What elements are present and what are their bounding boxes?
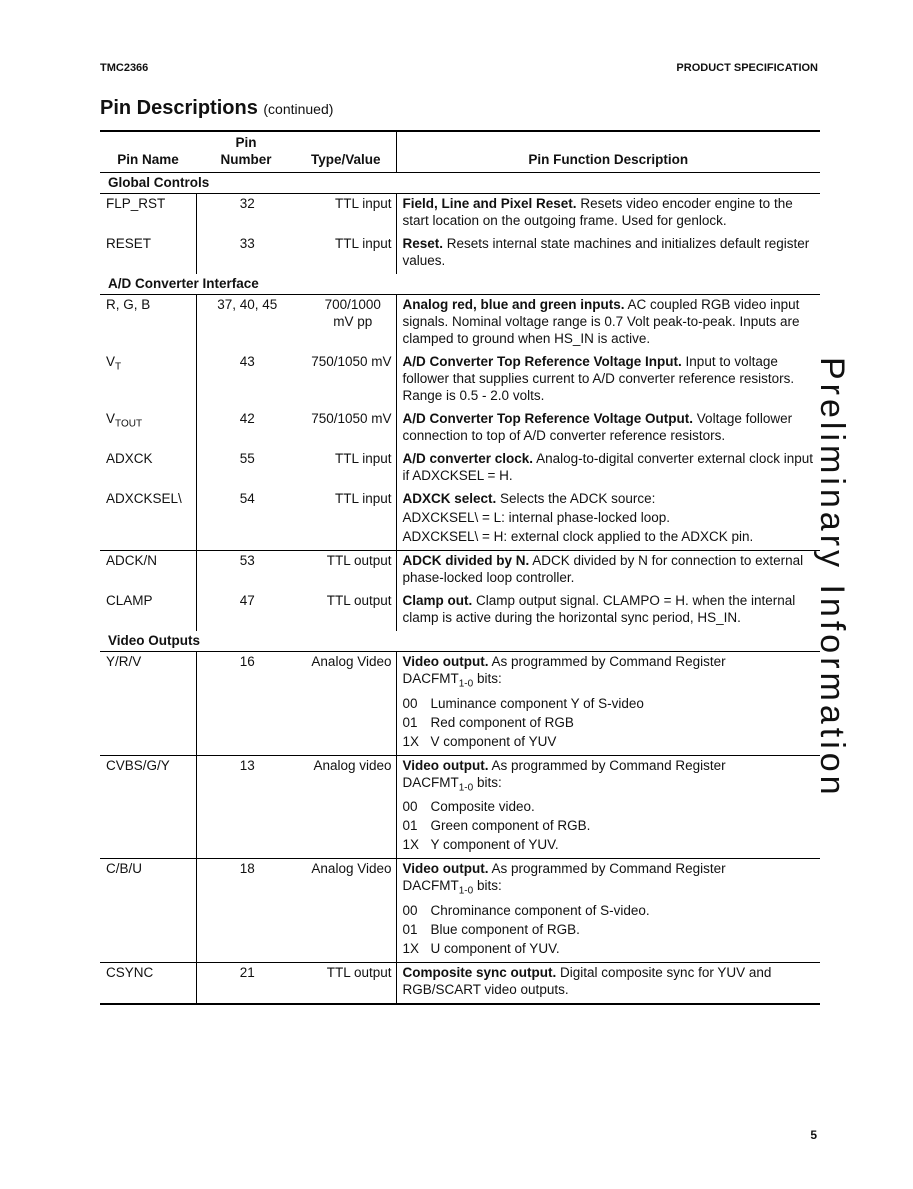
register-name: DACFMT [402, 774, 459, 790]
pin-number: 55 [196, 449, 296, 489]
section-video-outputs [100, 631, 820, 652]
option-line [403, 921, 817, 938]
pin-type: TTL output [326, 593, 392, 608]
col-pin-name: Pin Name [117, 152, 179, 167]
desc-title: Field, Line and Pixel Reset. [402, 196, 577, 211]
table-row [100, 551, 820, 592]
desc-line: ADXCKSEL\ = L: internal phase-locked loop. [402, 510, 671, 525]
pin-name [100, 409, 196, 449]
title-main: Pin Descriptions [100, 97, 258, 119]
option-desc: U component of YUV. [430, 941, 560, 957]
table-row [100, 194, 820, 235]
pin-type: TTL input [334, 236, 392, 251]
desc-title: Video output. [402, 757, 489, 773]
option-line [403, 733, 817, 750]
desc-title: Reset. [402, 236, 444, 251]
desc-title: A/D converter clock. [402, 451, 534, 466]
table-row [100, 295, 820, 353]
table-row [100, 352, 820, 409]
table-row [100, 963, 820, 1005]
table-row [100, 449, 820, 489]
desc-text: Selects the ADCK source: [496, 491, 656, 506]
desc-title: ADXCK select. [402, 491, 497, 506]
option-code: 00 [402, 903, 418, 919]
option-code: 1X [402, 837, 420, 853]
pin-description [396, 489, 820, 551]
pin-number: 21 [196, 963, 296, 1005]
desc-title: A/D Converter Top Reference Voltage Output. [402, 411, 694, 426]
col-pin-number [196, 131, 296, 173]
register-subscript: 1-0 [458, 886, 474, 898]
table-row [100, 234, 820, 274]
pin-type: 700/1000 mV pp [296, 295, 396, 353]
header-part-number: TMC2366 [100, 62, 149, 74]
option-line [403, 902, 817, 919]
pin-descriptions-table [100, 130, 820, 1005]
pin-name [100, 352, 196, 409]
desc-title: ADCK divided by N. [402, 553, 530, 568]
section-label: A/D Converter Interface [108, 276, 259, 291]
pin-description [396, 963, 820, 1005]
option-code: 00 [402, 695, 418, 711]
pin-description [396, 859, 820, 963]
title-sub: (continued) [263, 101, 334, 117]
side-text: Preliminary Information [813, 357, 851, 799]
pin-type: Analog video [296, 755, 396, 859]
pin-description [396, 234, 820, 274]
desc-title: Clamp out. [402, 593, 473, 608]
table-row [100, 489, 820, 551]
desc-text: As programmed by Command Register [488, 757, 726, 773]
table-header-row [100, 131, 820, 173]
option-code: 1X [402, 733, 420, 749]
option-line [403, 940, 817, 957]
pin-type: TTL input [334, 491, 392, 506]
pin-name: ADCK/N [100, 551, 196, 592]
pin-description [396, 449, 820, 489]
pin-name: R, G, B [100, 295, 196, 353]
desc-text: Resets video encoder engine to the start location on the outgoing frame. Used for genlock. [402, 196, 793, 228]
table-row [100, 591, 820, 631]
option-desc: Luminance component Y of S-video [430, 695, 644, 711]
header-doc-type: PRODUCT SPECIFICATION [676, 62, 818, 74]
register-tail: bits: [473, 671, 502, 686]
pin-name: FLP_RST [100, 194, 196, 235]
pin-number: 13 [196, 755, 296, 859]
table-row [100, 652, 820, 756]
section-adc-interface [100, 274, 820, 295]
option-desc: V component of YUV [430, 733, 557, 749]
pin-description [396, 194, 820, 235]
desc-title: Video output. [402, 654, 489, 669]
desc-title: Analog red, blue and green inputs. [402, 297, 625, 312]
option-code: 00 [402, 799, 418, 815]
pin-name-main: V [106, 354, 116, 369]
register-tail: bits: [473, 774, 502, 790]
pin-name: CVBS/G/Y [100, 755, 196, 859]
register-subscript: 1-0 [458, 782, 474, 794]
pin-description [396, 652, 820, 756]
desc-text: Analog-to-digital converter external clock input if ADXCKSEL = H. [402, 451, 813, 483]
pin-name: CSYNC [100, 963, 196, 1005]
pin-type: Analog Video [296, 652, 396, 756]
pin-number: 37, 40, 45 [196, 295, 296, 353]
option-desc: Chrominance component of S-video. [430, 903, 650, 919]
desc-text: As programmed by Command Register [488, 654, 726, 669]
desc-text: Resets internal state machines and initializes default register values. [402, 236, 810, 268]
pin-description [396, 409, 820, 449]
option-desc: Blue component of RGB. [430, 922, 580, 938]
pin-name-subscript: TOUT [115, 418, 143, 430]
section-label: Video Outputs [108, 633, 201, 648]
pin-name-main: V [106, 411, 116, 426]
option-line [403, 817, 817, 834]
desc-text: Digital composite sync for YUV and RGB/SCART video outputs. [402, 965, 772, 998]
col-description: Pin Function Description [396, 131, 820, 173]
option-line [403, 695, 817, 712]
preliminary-information-watermark [808, 357, 856, 797]
pin-type: 750/1050 mV [311, 411, 392, 426]
pin-name-subscript: T [115, 361, 122, 373]
desc-title: A/D Converter Top Reference Voltage Input. [402, 354, 682, 369]
pin-description [396, 591, 820, 631]
option-line [403, 714, 817, 731]
pin-name: Y/R/V [100, 652, 196, 756]
pin-description [396, 755, 820, 859]
register-name: DACFMT [402, 878, 459, 894]
table-row [100, 859, 820, 963]
pin-number: 42 [196, 409, 296, 449]
pin-name: ADXCKSEL\ [106, 491, 182, 506]
desc-text: Voltage follower connection to top of A/D converter reference resistors. [402, 411, 793, 443]
pin-name: RESET [106, 236, 152, 251]
option-desc: Red component of RGB [430, 714, 574, 730]
desc-text: Input to voltage follower that supplies current to A/D converter reference resistors. Range is 0.5 - 2.0 volts. [402, 354, 795, 403]
table-row [100, 409, 820, 449]
pin-number: 33 [196, 234, 296, 274]
option-line [403, 836, 817, 853]
desc-line: ADXCKSEL\ = H: external clock applied to the ADXCK pin. [402, 529, 754, 544]
pin-description [396, 352, 820, 409]
pin-description [396, 551, 820, 592]
option-desc: Green component of RGB. [430, 818, 591, 834]
pin-number: 16 [196, 652, 296, 756]
section-global-controls [100, 173, 820, 194]
option-desc: Y component of YUV. [430, 837, 559, 853]
pin-number: 32 [196, 194, 296, 235]
pin-name: ADXCK [106, 451, 153, 466]
pin-description [396, 295, 820, 353]
option-code: 01 [402, 714, 418, 730]
col-pin-number-bottom: Number [220, 152, 272, 167]
desc-title: Composite sync output. [402, 965, 557, 981]
pin-number: 47 [196, 591, 296, 631]
pin-number: 53 [196, 551, 296, 592]
table-row [100, 755, 820, 859]
pin-number: 43 [196, 352, 296, 409]
section-label: Global Controls [108, 175, 210, 190]
pin-name: C/B/U [100, 859, 196, 963]
register-tail: bits: [473, 878, 502, 894]
pin-type: TTL input [334, 451, 392, 466]
option-code: 01 [402, 818, 418, 834]
desc-title: Video output. [402, 861, 489, 877]
pin-type: Analog Video [296, 859, 396, 963]
desc-text: AC coupled RGB video input signals. Nominal voltage range is 0.7 Volt peak-to-peak. Inputs are clamped to ground when HS_IN is active. [402, 297, 800, 346]
pin-type: TTL output [296, 551, 396, 592]
pin-number: 18 [196, 859, 296, 963]
desc-text: Clamp output signal. CLAMPO = H. when the internal clamp is active during the horizontal sync period, HS_IN. [402, 593, 796, 625]
pin-type: 750/1050 mV [311, 354, 392, 369]
pin-type: TTL input [296, 194, 396, 235]
pin-name: CLAMP [106, 593, 153, 608]
option-line [403, 798, 817, 815]
page-title [100, 97, 333, 120]
register-subscript: 1-0 [458, 678, 474, 690]
page-number: 5 [810, 1128, 817, 1142]
desc-text: As programmed by Command Register [488, 861, 726, 877]
register-name: DACFMT [402, 671, 459, 686]
pin-type: TTL output [296, 963, 396, 1005]
option-code: 01 [402, 922, 418, 938]
desc-text: ADCK divided by N for connection to external phase-locked loop controller. [402, 553, 804, 585]
col-type-value: Type/Value [310, 152, 381, 167]
pin-number: 54 [196, 489, 296, 551]
col-pin-number-top: Pin [235, 135, 257, 150]
option-code: 1X [402, 941, 420, 957]
option-desc: Composite video. [430, 799, 535, 815]
